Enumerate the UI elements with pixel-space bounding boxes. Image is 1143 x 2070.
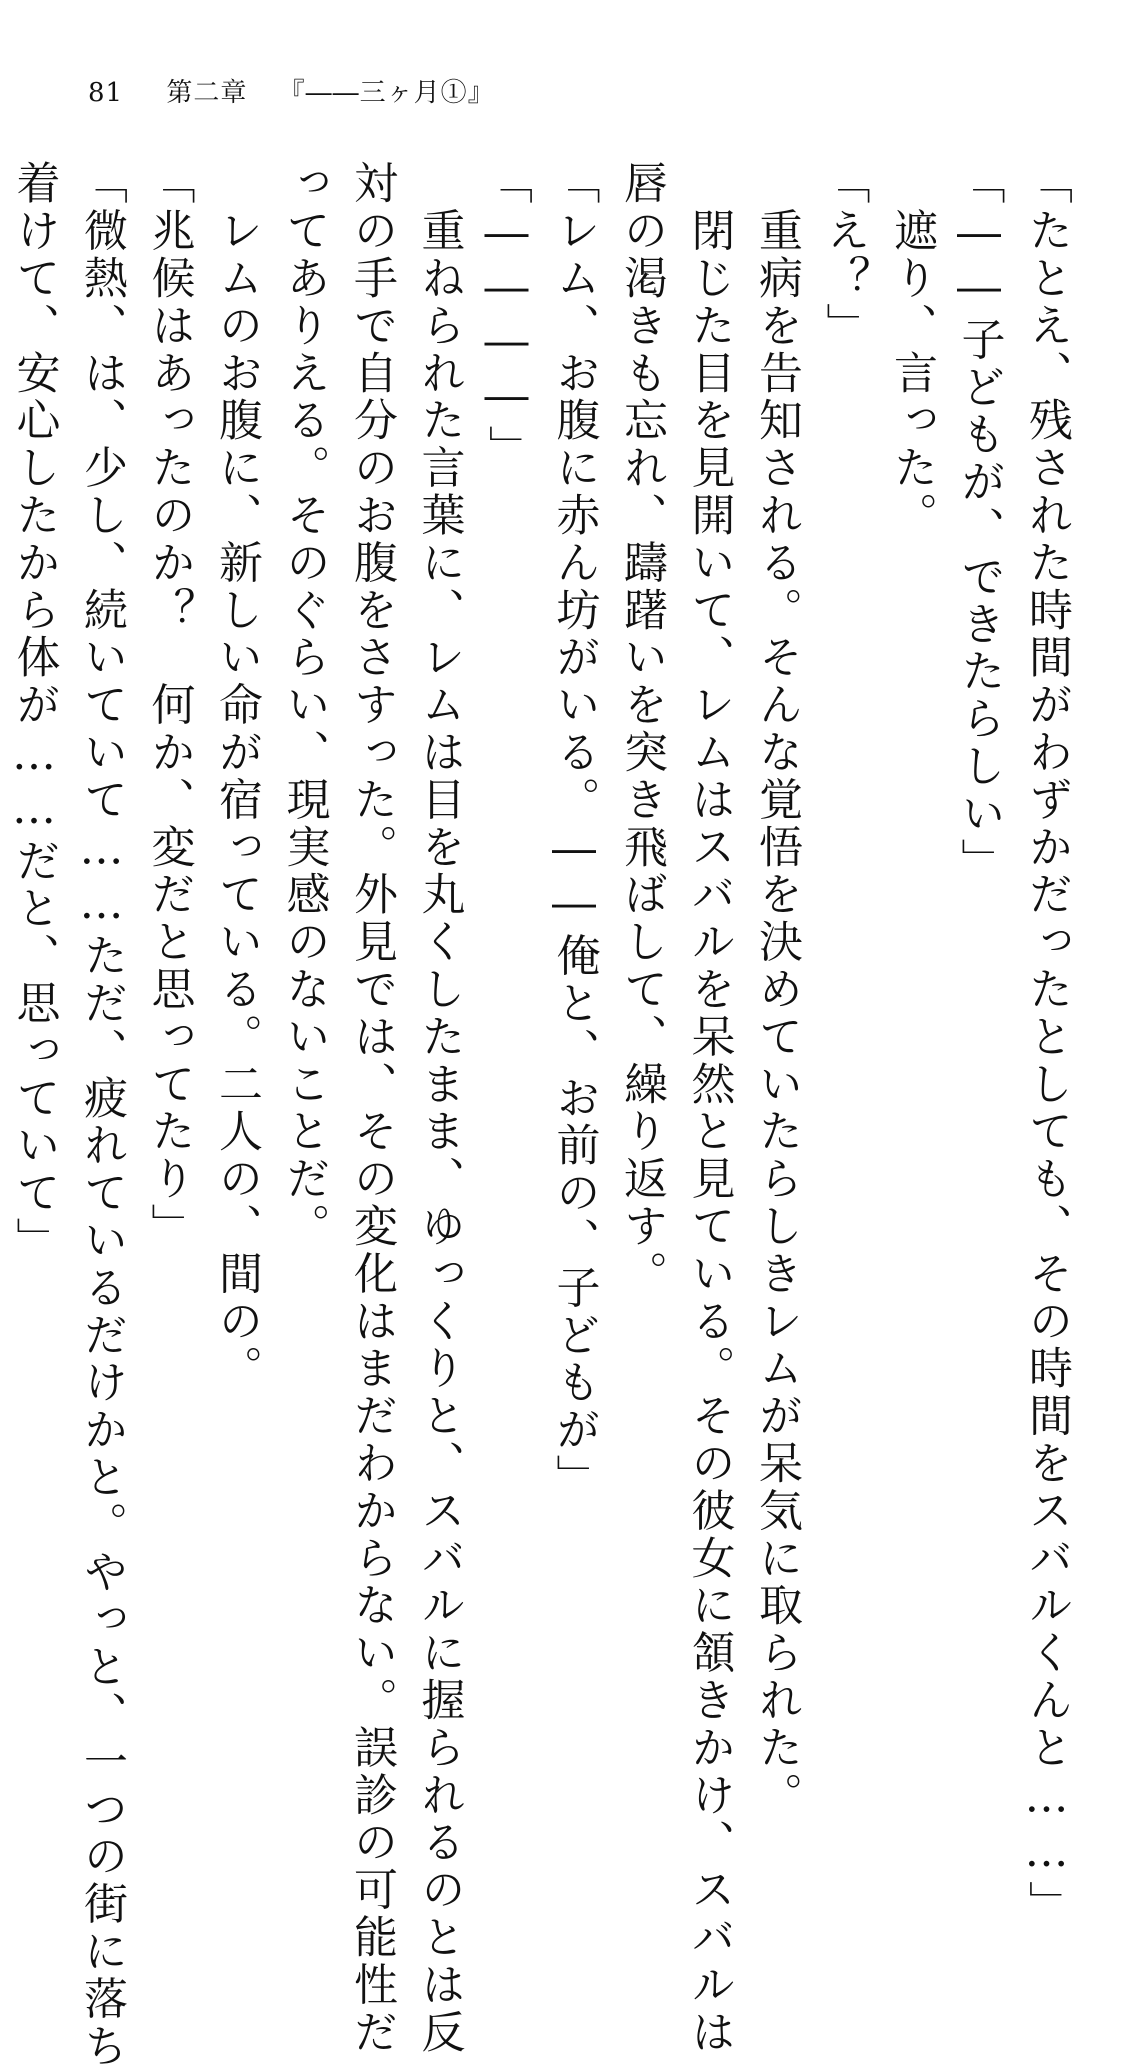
text-column: 「――子どもが、できたらしい」 <box>953 160 1005 885</box>
text-column: 遮り、言った。 <box>886 160 937 540</box>
text-column: ってありえる。そのぐらい、現実感のないことだ。 <box>278 160 330 1251</box>
page-number: 81 <box>88 78 124 108</box>
text-column: 「レム、お腹に赤ん坊がいる。――俺と、お前の、子どもが」 <box>548 160 600 1502</box>
body-text <box>8 160 1080 2070</box>
text-column: 重病を告知される。そんな覚悟を決めていたらしきレムが呆気に取られた。 <box>751 160 802 1819</box>
text-column: 対の手で自分のお腹をさすった。外見では、その変化はまだわからない。誤診の可能性だ <box>346 160 397 2056</box>
page-header <box>88 72 495 109</box>
text-column: レムのお腹に、新しい命が宿っている。二人の、間の。 <box>211 160 262 1393</box>
text-column: 唇の渇きも忘れ、躊躇いを突き飛ばして、繰り返す。 <box>616 160 667 1298</box>
text-column: 「――――」 <box>481 160 532 473</box>
text-column: 着けて、安心したから体が……だと、思っていて」 <box>8 160 60 1265</box>
chapter-label: 第二章 <box>166 78 248 108</box>
text-column: 「兆候はあったのか？ 何か、変だと思ってたり」 <box>143 160 195 1251</box>
text-column: 重ねられた言葉に、レムは目を丸くしたまま、ゆっくりと、スバルに握られるのとは反 <box>413 160 465 2056</box>
text-column: 「微熱、は、少し、続いていて……ただ、疲れているだけかと。やっと、一つの街に落ち <box>76 160 127 2070</box>
text-column: 「え？」 <box>818 160 870 350</box>
section-title: 『――三ヶ月①』 <box>278 78 495 108</box>
text-column: 「たとえ、残された時間がわずかだったとしても、その時間をスバルくんと……」 <box>1021 160 1072 1928</box>
text-column: 閉じた目を見開いて、レムはスバルを呆然と見ている。その彼女に頷きかけ、スバルは <box>683 160 735 2056</box>
